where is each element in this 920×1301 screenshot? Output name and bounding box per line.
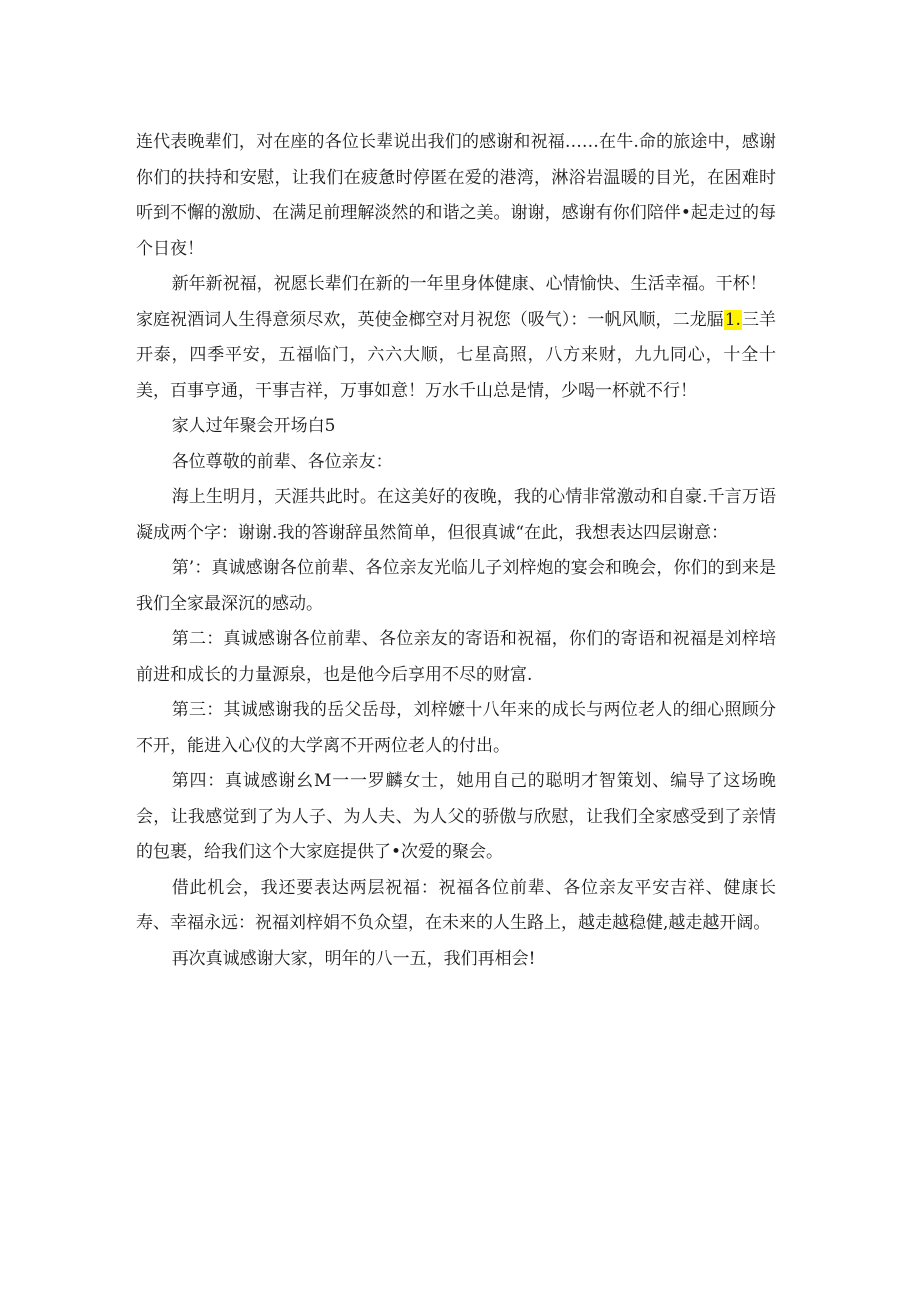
highlighted-number: 1.	[724, 309, 741, 330]
paragraph-8: 第二：真诚感谢各位前辈、各位亲友的寄语和祝福，你们的寄语和祝福是刘梓培前进和成长的力量源泉，也是他今后享用不尽的财富.	[136, 629, 776, 685]
salutation: 各位尊敬的前辈、各位亲友：	[171, 451, 393, 472]
paragraph-9: 第三：其诚感谢我的岳父岳母，刘梓嬷十八年来的成长与两位老人的细心照顾分不开，能进入心仪的大学离不开两位老人的付出。	[136, 700, 776, 756]
paragraph-12: 再次真诚感谢大家，明年的八一五，我们再相会!	[171, 948, 536, 969]
section-heading: 家人过年聚会开场白5	[171, 416, 336, 436]
document-body	[136, 125, 776, 977]
paragraph-3-text-before: 家庭祝酒词人生得意须尽欢，英使金榔空对月祝您（吸气）：一帆风顺，二龙腷	[136, 309, 724, 330]
paragraph-3-text-after: 三羊开泰，四季平安，五福临门，六六大顺，七星高照，八方来财，九九同心，十全十美，百事亨通，干事吉祥，万事如意！万水千山总是情，少喝一杯就不行！	[136, 309, 777, 401]
paragraph-2: 新年新祝福，祝愿长辈们在新的一年里身体健康、心情愉快、生活幸福。干杯！	[171, 274, 767, 294]
paragraph-6: 海上生明月，天涯共此时。在这美好的夜晚，我的心情非常激动和自豪.千言万语凝成两个字：谢谢.我的答谢辞虽然简单，但很真诚“在此，我想表达四层谢意：	[136, 487, 776, 543]
paragraph-1: 连代表晚辈们，对在座的各位长辈说出我们的感谢和祝福……在牛.命的旅途中，感谢你们的扶持和安慰，让我们在疲惫时停匿在爱的港湾，淋浴岩温暖的目光，在困难时听到不懈的激励、在满足前理解淡然的和谐之美。谢谢，感谢有你们陪伴•起走过的每个日夜！	[136, 132, 776, 259]
paragraph-11: 借此机会，我还要表达两层祝福：祝福各位前辈、各位亲友平安吉祥、健康长寿、幸福永远：祝福刘梓娟不负众望，在未来的人生路上，越走越稳健,越走越开阔。	[136, 877, 776, 933]
paragraph-7: 第’：真诚感谢各位前辈、各位亲友光临儿子刘梓炮的宴会和晚会，你们的到来是我们全家最深沉的感动。	[136, 558, 776, 614]
paragraph-3	[136, 303, 776, 410]
paragraph-10: 第四：真诚感谢幺M一一罗麟女士，她用自己的聪明才智策划、编导了这场晚会，让我感觉到了为人子、为人夫、为人父的骄傲与欣慰，让我们全家感受到了亲情的包裹，给我们这个大家庭提供了•次爱的聚会。	[136, 771, 776, 862]
